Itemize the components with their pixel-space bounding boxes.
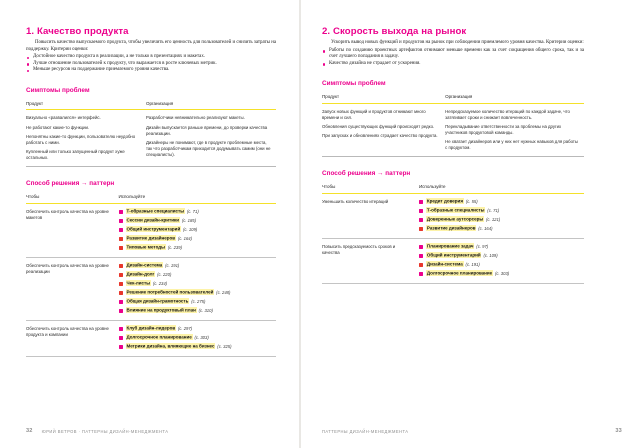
pattern-marker-icon [419,263,423,267]
list-item[interactable] [119,299,272,306]
criteria-item: Качество дизайна не страдает от ускорения. [322,61,584,68]
lead-paragraph: Ускорить вывод новых функций и продуктов на рынок при соблюдении приемлемого уровня качества. Критерии оценки: [331,40,584,45]
list-item[interactable] [119,272,272,279]
pattern-marker-icon [419,200,423,204]
criteria-list [26,54,276,74]
criteria-list [322,48,584,68]
list-item[interactable] [419,262,579,269]
table-header-row [26,194,276,203]
pattern-name: Развитие дизайнеров [426,225,476,231]
running-head: ЮРИЙ ВЕТРОВ · ПАТТЕРНЫ ДИЗАЙН-МЕНЕДЖМЕНТА [41,429,169,434]
left-page [0,0,300,448]
solution-heading: Способ решения → паттерн [26,180,115,188]
pattern-marker-icon [119,228,123,232]
list-item[interactable] [419,244,579,251]
symptoms-table [322,94,584,157]
pattern-marker-icon [419,218,423,222]
pattern-name: Чек-листы [126,280,151,286]
pattern-page: (с. 164) [177,235,193,241]
right-page-footer [300,428,638,434]
pattern-page: (с. 234) [152,280,168,286]
pattern-name: Развитие дизайнеров [126,235,176,241]
symptom-item: Не работают какие-то функции. [26,124,90,130]
lead-paragraph: Повысить качество выпускаемого продукта, чтобы увеличить его ценность для пользователей и снизить затраты на поддержку. Критерии оценки: [26,40,276,52]
pattern-marker-icon [119,300,123,304]
list-item[interactable] [119,218,272,225]
pattern-page: (с. 121) [486,216,501,222]
running-head: ПАТТЕРНЫ ДИЗАЙН-МЕНЕДЖМЕНТА [322,429,409,434]
column-header-organization: Организация [146,100,174,106]
right-page [300,0,622,448]
symptom-item: Не хватает дизайнеров или у них нет нужных навыков для работы с продуктом. [445,139,578,151]
solution-body [26,203,276,356]
symptom-item: Разработчики невнимательно реализуют макеты. [146,115,245,121]
table-row [322,103,584,156]
pattern-name: Т-образные специалисты [426,207,485,213]
pattern-marker-icon [419,272,423,276]
goal-cell: Повысить предсказуемость сроков и качества [322,243,396,255]
column-header-patterns: Используйте [418,184,446,190]
pattern-page: (с. 220) [157,271,172,277]
pattern-page: (с. 164) [478,225,493,231]
pattern-page: (с. 310) [198,307,213,313]
page-number: 33 [615,428,622,434]
pattern-name: Долгосрочное планирование [126,334,192,340]
pattern-marker-icon [119,309,123,313]
symptom-item: Дизайнеры не понимают, где в продукте проблемные места, так что разработчикам приходится додумывать самим (они не специалисты). [146,139,271,157]
pattern-page: (с. 55) [465,198,478,204]
pattern-marker-icon [119,345,123,349]
column-header-product: Продукт [26,100,44,106]
symptom-item: Непредсказуемое количество итераций по каждой задаче, что затягивает сроки и снижает вовлеченность. [445,108,570,120]
symptom-item: Перекладывание ответственности за проблемы на других участников продуктовой команды. [445,124,562,135]
goal-cell: Обеспечить контроль качества на уровне продукта и компании [26,325,109,337]
list-item[interactable] [119,344,272,351]
pattern-marker-icon [119,273,123,277]
list-item[interactable] [419,253,579,260]
pattern-list [119,263,272,315]
table-row [26,320,276,356]
list-item[interactable] [119,263,272,270]
table-header-row [322,184,584,193]
pattern-page: (с. 109) [183,226,198,232]
pattern-name: Общий инструментарий [426,252,481,258]
criteria-item: Лучше отношение пользователей к продукту, что выражается в росте ключевых метрик. [26,61,276,68]
pattern-page: (с. 275) [191,298,206,304]
pattern-page: (с. 239) [167,244,182,250]
pattern-marker-icon [119,282,123,286]
pattern-name: Общий инструментарий [126,226,181,232]
pattern-page: (с. 191) [165,262,180,268]
symptoms-heading: Симптомы проблем [26,86,90,94]
pattern-marker-icon [119,210,123,214]
pattern-marker-icon [119,246,123,250]
pattern-marker-icon [119,219,123,223]
pattern-name: Дизайн-система [426,261,463,267]
pattern-page: (с. 109) [483,252,498,258]
table-row [322,238,584,283]
pattern-marker-icon [119,327,123,331]
page-number: 32 [26,428,33,434]
solution-table [322,184,584,284]
page-title: 2. Скорость выхода на рынок [322,26,467,37]
pattern-marker-icon [419,227,423,231]
solution-heading: Способ решения → паттерн [322,170,411,178]
pattern-marker-icon [119,336,123,340]
pattern-list [419,199,579,233]
pattern-marker-icon [119,264,123,268]
pattern-list [419,244,579,278]
symptoms-organization-cell [146,110,276,167]
list-item[interactable] [419,271,579,278]
symptoms-table [26,101,276,167]
pattern-name: Кредит доверия [426,198,463,204]
goal-cell: Обеспечить контроль качества на уровне реализации [26,262,109,274]
symptom-item: Купленный или только запущенный продукт хуже остальных. [26,149,125,161]
list-item[interactable] [419,199,579,206]
pattern-name: Сессии дизайн-критики [126,217,180,223]
list-item[interactable] [119,236,272,243]
symptom-item: Визуально «развалился» интерфейс. [26,115,101,121]
criteria-item: Меньше ресурсов на поддержание приемлемого уровня качества. [26,67,276,74]
list-item[interactable] [119,326,272,333]
list-item[interactable] [119,290,272,297]
pattern-name: Решение потребностей пользователей [126,289,214,295]
pattern-name: Клуб дизайн-лидеров [126,325,176,331]
column-header-patterns: Используйте [118,194,146,200]
pattern-page: (с. 303) [494,270,510,276]
patterns-cell [419,238,584,283]
list-item[interactable] [419,208,579,215]
pattern-name: Дизайн-долг [126,271,155,277]
patterns-cell [119,203,277,257]
column-header-product: Продукт [322,94,340,100]
criteria-item: Достойное качество продукта в реализации, а не только в презентациях и макетах. [26,54,276,61]
list-item[interactable] [419,217,579,224]
column-header-organization: Организация [445,94,473,100]
symptoms-organization-cell [445,103,584,156]
criteria-item: Работы по созданию проектных артефактов отнимают меньше времени как за счет сокращения общего срока, так и за счет лучшего попадания в задачу. [322,48,584,61]
pattern-page: (с. 185) [181,217,197,223]
solution-body [322,193,584,283]
pattern-list [119,326,272,351]
table-row [322,193,584,238]
patterns-cell [419,193,584,238]
list-item[interactable] [119,245,272,252]
symptoms-product-cell [322,103,445,156]
list-item[interactable] [419,226,579,233]
symptoms-product-cell [26,110,146,167]
pattern-page: (с. 97) [476,243,489,249]
pattern-page: (с. 191) [465,261,480,267]
table-row [26,203,276,257]
pattern-page: (с. 303) [194,334,209,340]
table-header-row [322,94,584,103]
table-header-row [26,101,276,110]
goal-cell: Уменьшить количество итераций [322,198,389,204]
pattern-name: Метрики дизайна, влияющие на бизнес [126,343,215,349]
pattern-name: Т-образные специалисты [126,208,185,214]
list-item[interactable] [119,227,272,234]
list-item[interactable] [119,281,272,288]
table-row [26,110,276,167]
symptom-item: Запуск новых функций и продуктов отнимают много времени и сил. [322,108,426,120]
column-header-goal: Чтобы [26,194,40,200]
table-row [26,257,276,320]
goal-cell: Обеспечить контроль качества на уровне макетов [26,208,109,220]
pattern-name: Долгосрочное планирование [426,270,493,276]
list-item[interactable] [119,209,272,216]
pattern-page: (с. 71) [186,208,199,214]
pattern-name: Влияние на продуктовый план [126,307,196,313]
pattern-page: (с. 325) [217,343,232,349]
column-header-goal: Чтобы [322,184,336,190]
pattern-marker-icon [119,237,123,241]
left-page-footer [0,428,350,434]
list-item[interactable] [119,335,272,342]
pattern-page: (с. 71) [487,207,500,213]
page-title: 1. Качество продукта [26,26,129,37]
pattern-marker-icon [119,291,123,295]
symptom-item: Непонятны какие-то функции, пользователю неудобно работать с ними. [26,134,136,145]
pattern-name: Типовые методы [126,244,165,250]
symptom-item: При запусках и обновлениях страдает качество продукта. [322,133,438,139]
patterns-cell [119,257,277,320]
pattern-list [119,209,272,252]
symptoms-heading: Симптомы проблем [322,80,386,88]
pattern-name: Доверенные аутсорсеры [426,216,484,222]
pattern-page: (с. 297) [177,325,193,331]
symptom-item: Обновления существующих функций происходят редко. [322,124,435,130]
list-item[interactable] [119,308,272,315]
pattern-marker-icon [419,245,423,249]
patterns-cell [119,320,277,356]
pattern-marker-icon [419,254,423,258]
solution-table [26,194,276,357]
pattern-page: (с. 248) [216,289,231,295]
pattern-name: Общая дизайн-грамотность [126,298,189,304]
symptom-item: Дизайн выпускается раньше времени, до проверки качества реализации. [146,124,268,136]
pattern-marker-icon [419,209,423,213]
pattern-name: Дизайн-система [126,262,163,268]
pattern-name: Планирование задач [426,243,474,249]
